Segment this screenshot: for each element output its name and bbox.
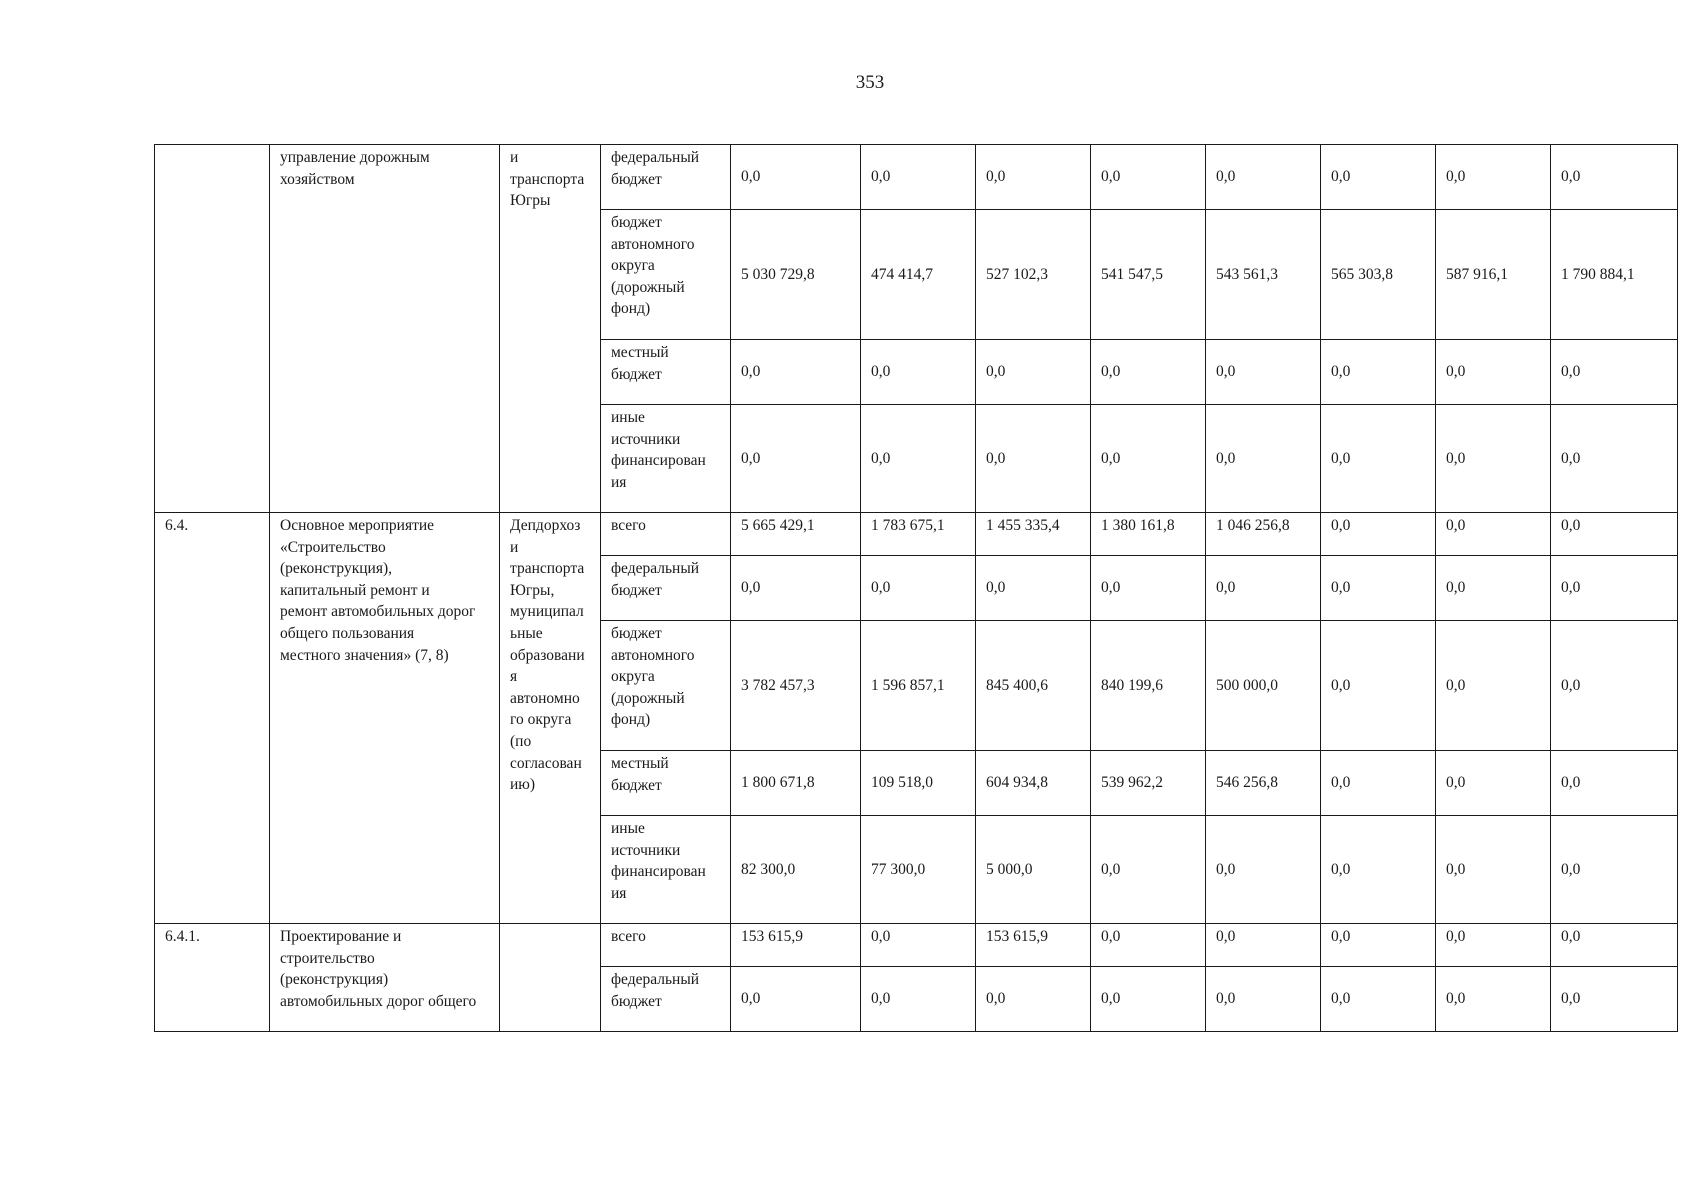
value-cell: 0,0 bbox=[1551, 340, 1678, 405]
value-cell: 0,0 bbox=[1551, 967, 1678, 1032]
value-cell: 0,0 bbox=[861, 924, 976, 967]
value-cell: 0,0 bbox=[976, 145, 1091, 210]
value-cell: 0,0 bbox=[1206, 816, 1321, 924]
value-cell: 0,0 bbox=[1206, 556, 1321, 621]
value-cell: 0,0 bbox=[1206, 924, 1321, 967]
responsible-cell: Депдорхоз и транспорта Югры, муниципал ьные образовани я автономно го округа (по согласован ию) bbox=[500, 513, 601, 924]
budget-table bbox=[154, 144, 1678, 1032]
source-cell: местный бюджет bbox=[601, 340, 731, 405]
value-cell: 0,0 bbox=[1091, 816, 1206, 924]
value-cell: 5 665 429,1 bbox=[731, 513, 861, 556]
value-cell: 1 380 161,8 bbox=[1091, 513, 1206, 556]
value-cell: 0,0 bbox=[1436, 924, 1551, 967]
value-cell: 0,0 bbox=[1436, 751, 1551, 816]
table-row bbox=[155, 145, 1678, 210]
measure-name-cell: Проектирование и строительство (реконструкция) автомобильных дорог общего bbox=[270, 924, 500, 1032]
value-cell: 474 414,7 bbox=[861, 210, 976, 340]
measure-name-cell: управление дорожным хозяйством bbox=[270, 145, 500, 513]
value-cell: 500 000,0 bbox=[1206, 621, 1321, 751]
value-cell: 0,0 bbox=[1321, 513, 1436, 556]
value-cell: 0,0 bbox=[1321, 621, 1436, 751]
value-cell: 153 615,9 bbox=[976, 924, 1091, 967]
value-cell: 604 934,8 bbox=[976, 751, 1091, 816]
value-cell: 0,0 bbox=[1436, 145, 1551, 210]
value-cell: 0,0 bbox=[861, 405, 976, 513]
value-cell: 0,0 bbox=[1321, 145, 1436, 210]
value-cell: 82 300,0 bbox=[731, 816, 861, 924]
value-cell: 0,0 bbox=[1551, 513, 1678, 556]
value-cell: 0,0 bbox=[861, 556, 976, 621]
source-cell: федеральный бюджет bbox=[601, 556, 731, 621]
value-cell: 0,0 bbox=[1091, 924, 1206, 967]
source-cell: местный бюджет bbox=[601, 751, 731, 816]
value-cell: 0,0 bbox=[1436, 621, 1551, 751]
value-cell: 1 800 671,8 bbox=[731, 751, 861, 816]
value-cell: 1 455 335,4 bbox=[976, 513, 1091, 556]
value-cell: 0,0 bbox=[1091, 145, 1206, 210]
value-cell: 546 256,8 bbox=[1206, 751, 1321, 816]
source-cell: иные источники финансирован ия bbox=[601, 816, 731, 924]
value-cell: 5 030 729,8 bbox=[731, 210, 861, 340]
source-cell: иные источники финансирован ия bbox=[601, 405, 731, 513]
value-cell: 0,0 bbox=[1091, 967, 1206, 1032]
value-cell: 0,0 bbox=[731, 340, 861, 405]
code-cell: 6.4. bbox=[155, 513, 270, 924]
value-cell: 0,0 bbox=[1206, 340, 1321, 405]
value-cell: 0,0 bbox=[1321, 340, 1436, 405]
value-cell: 0,0 bbox=[1436, 556, 1551, 621]
value-cell: 0,0 bbox=[731, 145, 861, 210]
value-cell: 845 400,6 bbox=[976, 621, 1091, 751]
value-cell: 0,0 bbox=[1206, 967, 1321, 1032]
measure-name-cell: Основное мероприятие «Строительство (реконструкция), капитальный ремонт и ремонт автомобильных дорог общего пользования местного значения» (7, 8) bbox=[270, 513, 500, 924]
value-cell: 541 547,5 bbox=[1091, 210, 1206, 340]
value-cell: 0,0 bbox=[1321, 924, 1436, 967]
table-row bbox=[155, 924, 1678, 967]
value-cell: 0,0 bbox=[1551, 924, 1678, 967]
value-cell: 0,0 bbox=[976, 556, 1091, 621]
value-cell: 0,0 bbox=[1091, 405, 1206, 513]
page-number: 353 bbox=[855, 72, 885, 93]
value-cell: 0,0 bbox=[861, 340, 976, 405]
value-cell: 5 000,0 bbox=[976, 816, 1091, 924]
value-cell: 77 300,0 bbox=[861, 816, 976, 924]
value-cell: 0,0 bbox=[731, 967, 861, 1032]
value-cell: 0,0 bbox=[976, 405, 1091, 513]
value-cell: 153 615,9 bbox=[731, 924, 861, 967]
value-cell: 0,0 bbox=[1551, 405, 1678, 513]
value-cell: 0,0 bbox=[1436, 513, 1551, 556]
value-cell: 0,0 bbox=[1321, 751, 1436, 816]
value-cell: 0,0 bbox=[1436, 816, 1551, 924]
value-cell: 539 962,2 bbox=[1091, 751, 1206, 816]
value-cell: 0,0 bbox=[1321, 556, 1436, 621]
value-cell: 0,0 bbox=[1551, 621, 1678, 751]
value-cell: 0,0 bbox=[731, 556, 861, 621]
table-row bbox=[155, 513, 1678, 556]
source-cell: федеральный бюджет bbox=[601, 967, 731, 1032]
value-cell: 0,0 bbox=[861, 145, 976, 210]
value-cell: 0,0 bbox=[1436, 340, 1551, 405]
source-cell: федеральный бюджет bbox=[601, 145, 731, 210]
value-cell: 0,0 bbox=[731, 405, 861, 513]
value-cell: 0,0 bbox=[1436, 405, 1551, 513]
value-cell: 1 596 857,1 bbox=[861, 621, 976, 751]
value-cell: 0,0 bbox=[1551, 145, 1678, 210]
value-cell: 0,0 bbox=[1206, 405, 1321, 513]
value-cell: 109 518,0 bbox=[861, 751, 976, 816]
value-cell: 0,0 bbox=[976, 340, 1091, 405]
source-cell: всего bbox=[601, 513, 731, 556]
value-cell: 527 102,3 bbox=[976, 210, 1091, 340]
value-cell: 0,0 bbox=[1321, 816, 1436, 924]
value-cell: 0,0 bbox=[1091, 556, 1206, 621]
value-cell: 0,0 bbox=[1321, 967, 1436, 1032]
value-cell: 1 046 256,8 bbox=[1206, 513, 1321, 556]
value-cell: 0,0 bbox=[976, 967, 1091, 1032]
source-cell: бюджет автономного округа (дорожный фонд) bbox=[601, 621, 731, 751]
value-cell: 0,0 bbox=[1551, 816, 1678, 924]
value-cell: 0,0 bbox=[1091, 340, 1206, 405]
value-cell: 3 782 457,3 bbox=[731, 621, 861, 751]
value-cell: 1 783 675,1 bbox=[861, 513, 976, 556]
value-cell: 0,0 bbox=[1206, 145, 1321, 210]
source-cell: всего bbox=[601, 924, 731, 967]
responsible-cell bbox=[500, 924, 601, 1032]
value-cell: 0,0 bbox=[1436, 967, 1551, 1032]
code-cell: 6.4.1. bbox=[155, 924, 270, 1032]
value-cell: 543 561,3 bbox=[1206, 210, 1321, 340]
value-cell: 840 199,6 bbox=[1091, 621, 1206, 751]
code-cell bbox=[155, 145, 270, 513]
value-cell: 0,0 bbox=[1551, 751, 1678, 816]
value-cell: 0,0 bbox=[861, 967, 976, 1032]
value-cell: 1 790 884,1 bbox=[1551, 210, 1678, 340]
value-cell: 0,0 bbox=[1551, 556, 1678, 621]
value-cell: 0,0 bbox=[1321, 405, 1436, 513]
value-cell: 565 303,8 bbox=[1321, 210, 1436, 340]
value-cell: 587 916,1 bbox=[1436, 210, 1551, 340]
source-cell: бюджет автономного округа (дорожный фонд) bbox=[601, 210, 731, 340]
responsible-cell: и транспорта Югры bbox=[500, 145, 601, 513]
